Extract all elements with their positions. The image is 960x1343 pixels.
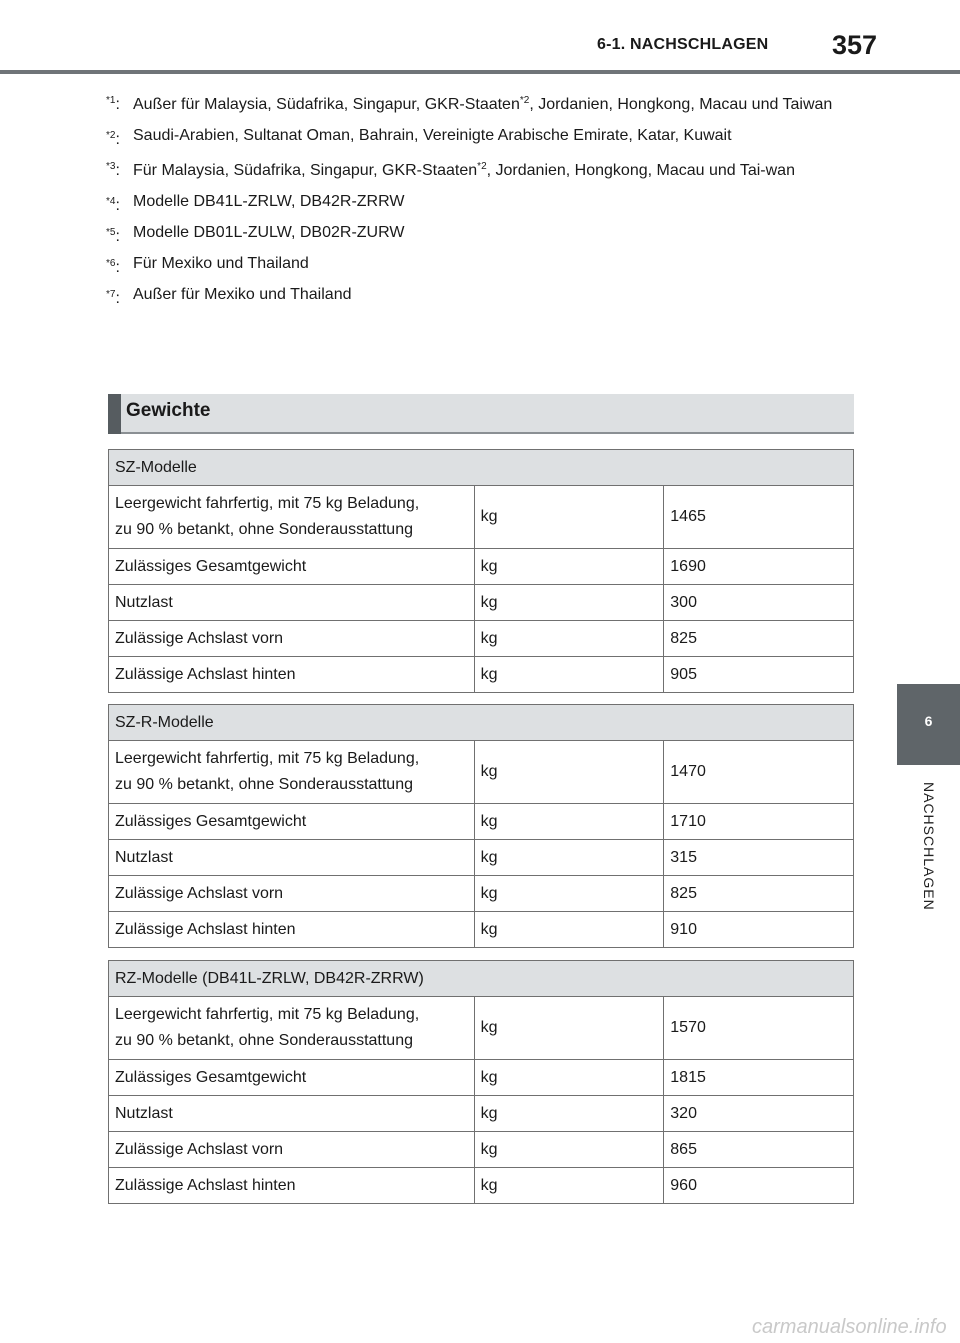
table-heading: SZ-R-Modelle — [109, 705, 854, 741]
table-row — [109, 1060, 854, 1096]
row-label — [109, 741, 475, 804]
table-row — [109, 741, 854, 804]
chapter-side-label-text: NACHSCHLAGEN — [921, 782, 937, 911]
row-unit: kg — [474, 585, 664, 621]
row-value: 825 — [664, 876, 854, 912]
row-unit: kg — [474, 1168, 664, 1204]
table-row — [109, 1096, 854, 1132]
header-rule — [0, 70, 960, 74]
row-label: Nutzlast — [109, 585, 475, 621]
row-label — [109, 486, 475, 549]
weights-table-szr — [108, 704, 854, 948]
row-label: Zulässige Achslast hinten — [109, 912, 475, 948]
row-value: 1470 — [664, 741, 854, 804]
table-row — [109, 621, 854, 657]
row-value: 1690 — [664, 549, 854, 585]
row-value: 1710 — [664, 804, 854, 840]
row-label-line: zu 90 % betankt, ohne Sonderausstattung — [115, 1032, 413, 1049]
row-label-line: Leergewicht fahrfertig, mit 75 kg Beladung, — [115, 1006, 420, 1023]
row-label: Zulässiges Gesamtgewicht — [109, 549, 475, 585]
table-row — [109, 585, 854, 621]
footnote-5: $^{*5}$: Modelle DB01L-ZULW, DB02R-ZURW — [106, 224, 405, 245]
row-unit: kg — [474, 741, 664, 804]
chapter-side-label — [897, 782, 960, 942]
row-value: 1815 — [664, 1060, 854, 1096]
row-unit: kg — [474, 1132, 664, 1168]
table-row — [109, 657, 854, 693]
table-row — [109, 840, 854, 876]
row-label: Zulässige Achslast hinten — [109, 657, 475, 693]
footnote-mark: *6 — [106, 258, 116, 269]
row-label: Zulässige Achslast vorn — [109, 876, 475, 912]
row-label: Zulässiges Gesamtgewicht — [109, 1060, 475, 1096]
footnote-text: Außer für Mexiko und Thailand — [133, 286, 352, 303]
footnote-text: Modelle DB01L-ZULW, DB02R-ZURW — [133, 224, 405, 241]
row-label: Zulässige Achslast vorn — [109, 621, 475, 657]
row-value: 300 — [664, 585, 854, 621]
watermark: carmanualsonline.info — [752, 1316, 947, 1338]
section-title: Gewichte — [126, 400, 211, 421]
row-value: 905 — [664, 657, 854, 693]
row-value: 1570 — [664, 997, 854, 1060]
footnote-mark: *2 — [106, 130, 116, 141]
row-value: 1465 — [664, 486, 854, 549]
footnote-text: , Jordanien, Hongkong, Macau und Tai-wan — [486, 162, 795, 179]
footnote-3: $^{*3}$: Für Malaysia, Südafrika, Singapur, GKR-Staaten$^{*2}$, Jordanien, Hongkong, Macau und Tai-wan — [106, 161, 795, 179]
row-unit: kg — [474, 1096, 664, 1132]
row-label-line: zu 90 % betankt, ohne Sonderausstattung — [115, 521, 413, 538]
footnote-mark: *3 — [106, 161, 116, 172]
row-label-line: zu 90 % betankt, ohne Sonderausstattung — [115, 776, 413, 793]
row-value: 320 — [664, 1096, 854, 1132]
table-row — [109, 1168, 854, 1204]
weights-table-rz — [108, 960, 854, 1204]
row-label-line: Leergewicht fahrfertig, mit 75 kg Beladung, — [115, 495, 420, 512]
footnote-mark: *4 — [106, 196, 116, 207]
row-unit: kg — [474, 840, 664, 876]
row-unit: kg — [474, 621, 664, 657]
row-label: Nutzlast — [109, 1096, 475, 1132]
section-accent — [108, 394, 121, 434]
footnote-4: $^{*4}$: Modelle DB41L-ZRLW, DB42R-ZRRW — [106, 193, 405, 214]
footnote-ref: *2 — [519, 95, 530, 106]
row-label-line: Leergewicht fahrfertig, mit 75 kg Beladung, — [115, 750, 420, 767]
footnote-mark: *5 — [106, 227, 116, 238]
page-number: 357 — [832, 30, 878, 60]
row-unit: kg — [474, 997, 664, 1060]
table-row — [109, 997, 854, 1060]
footnote-ref: *2 — [477, 161, 487, 172]
footnote-2: $^{*2}$: Saudi-Arabien, Sultanat Oman, Bahrain, Vereinigte Arabische Emirate, Katar, Kuwait — [106, 127, 732, 148]
row-label: Nutzlast — [109, 840, 475, 876]
footnote-mark: *7 — [106, 289, 116, 300]
row-label: Zulässige Achslast hinten — [109, 1168, 475, 1204]
footnote-1: $^{*1}$: Außer für Malaysia, Südafrika, Singapur, GKR-Staaten$^{*2}$, Jordanien, Hongkong, Macau und Taiwan — [106, 95, 833, 113]
section-header-title: 6-1. NACHSCHLAGEN — [597, 36, 769, 53]
footnotes-list — [106, 88, 846, 313]
row-value: 865 — [664, 1132, 854, 1168]
section-heading-bar — [108, 394, 854, 434]
table-row — [109, 1132, 854, 1168]
table-row — [109, 486, 854, 549]
row-unit: kg — [474, 657, 664, 693]
row-label: Zulässige Achslast vorn — [109, 1132, 475, 1168]
row-value: 910 — [664, 912, 854, 948]
row-value: 315 — [664, 840, 854, 876]
table-row — [109, 804, 854, 840]
row-unit: kg — [474, 1060, 664, 1096]
row-label — [109, 997, 475, 1060]
footnote-mark: *1 — [106, 95, 116, 106]
table-heading: SZ-Modelle — [109, 450, 854, 486]
table-heading: RZ-Modelle (DB41L-ZRLW, DB42R-ZRRW) — [109, 961, 854, 997]
row-unit: kg — [474, 912, 664, 948]
table-row — [109, 912, 854, 948]
table-row — [109, 549, 854, 585]
footnote-text: , Jordanien, Hongkong, Macau und Taiwan — [529, 96, 833, 113]
row-value: 960 — [664, 1168, 854, 1204]
footnote-text: Für Malaysia, Südafrika, Singapur, GKR-Staaten — [133, 162, 478, 179]
row-label: Zulässiges Gesamtgewicht — [109, 804, 475, 840]
weights-table-sz — [108, 449, 854, 693]
row-value: 825 — [664, 621, 854, 657]
table-row — [109, 876, 854, 912]
footnote-text: Saudi-Arabien, Sultanat Oman, Bahrain, Vereinigte Arabische Emirate, Katar, Kuwait — [133, 127, 732, 144]
footnote-6: $^{*6}$: Für Mexiko und Thailand — [106, 255, 309, 276]
row-unit: kg — [474, 804, 664, 840]
row-unit: kg — [474, 549, 664, 585]
row-unit: kg — [474, 876, 664, 912]
row-unit: kg — [474, 486, 664, 549]
footnote-7: $^{*7}$: Außer für Mexiko und Thailand — [106, 286, 352, 307]
footnote-text: Modelle DB41L-ZRLW, DB42R-ZRRW — [133, 193, 405, 210]
footnote-text: Für Mexiko und Thailand — [133, 255, 309, 272]
chapter-tab[interactable]: 6 — [897, 684, 960, 765]
footnote-text: Außer für Malaysia, Südafrika, Singapur, GKR-Staaten — [133, 96, 520, 113]
